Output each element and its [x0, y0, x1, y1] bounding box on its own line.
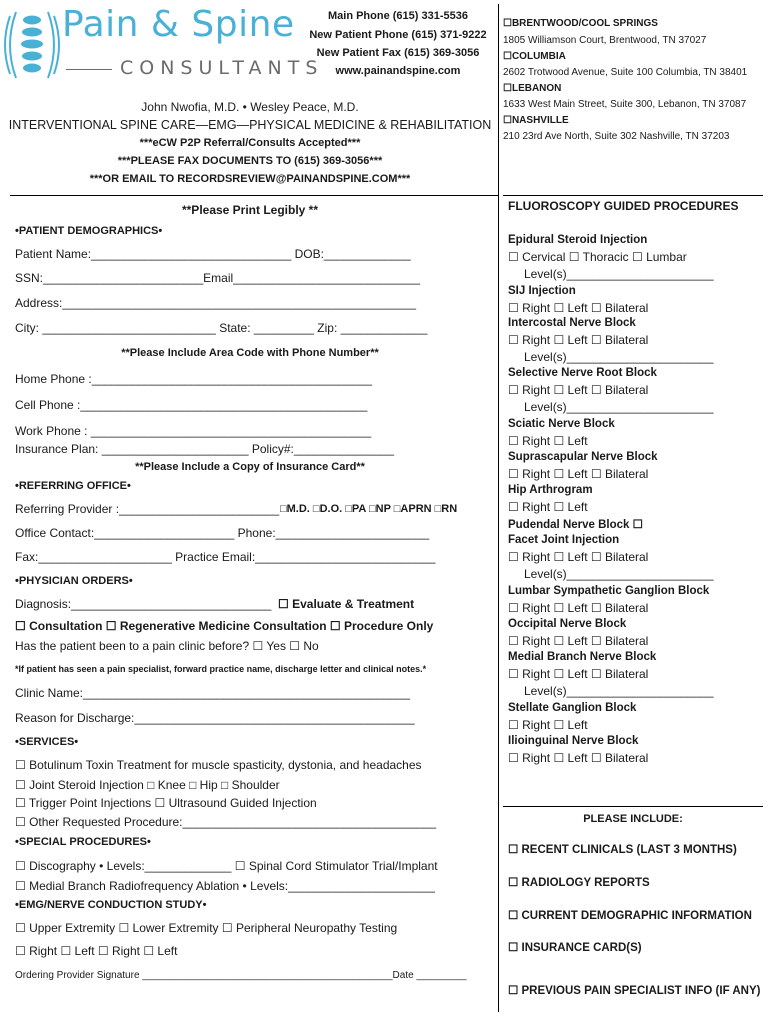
header-divider	[10, 195, 498, 196]
fax-practice-email-field[interactable]: Fax:____________________ Practice Email:___________________________	[15, 550, 436, 564]
fluoro-procedure-name: Pudendal Nerve Block ☐	[508, 519, 643, 531]
discography-scs-checkbox[interactable]: ☐ Discography • Levels:_____________ ☐ Spinal Cord Stimulator Trial/Implant	[15, 859, 438, 873]
fluoro-side-checkboxes[interactable]: ☐ Right ☐ Left	[508, 718, 588, 732]
fluoro-procedure-name: Hip Arthrogram	[508, 484, 593, 496]
fluoro-procedure-name: Facet Joint Injection	[508, 534, 620, 546]
fluoro-side-checkboxes[interactable]: ☐ Right ☐ Left ☐ Bilateral	[508, 601, 649, 615]
fluoro-procedure-name: Selective Nerve Root Block	[508, 367, 657, 379]
fluoro-side-checkboxes[interactable]: ☐ Right ☐ Left ☐ Bilateral	[508, 751, 649, 765]
evaluate-treatment-checkbox[interactable]: ☐ Evaluate & Treatment	[278, 597, 415, 611]
notice-ecw: ***eCW P2P Referral/Consults Accepted***	[139, 137, 361, 149]
fluoro-side-checkboxes[interactable]: ☐ Right ☐ Left	[508, 500, 588, 514]
specialties-line: INTERVENTIONAL SPINE CARE—EMG—PHYSICAL MEDICINE & REHABILITATION	[8, 118, 492, 132]
insurance-policy-field[interactable]: Insurance Plan: ______________________ Policy#:_______________	[15, 442, 395, 456]
home-phone-field[interactable]: Home Phone :__________________________________________	[15, 372, 373, 386]
cell-phone-field[interactable]: Cell Phone :___________________________________________	[15, 398, 368, 412]
include-item-checkbox[interactable]: ☐ RADIOLOGY REPORTS	[508, 877, 650, 889]
other-procedure-field[interactable]: ☐ Other Requested Procedure:______________________________________	[15, 815, 437, 829]
location-brentwood-address: 1805 Williamson Court, Brentwood, TN 37027	[503, 35, 707, 46]
include-item-checkbox[interactable]: ☐ PREVIOUS PAIN SPECIALIST INFO (IF ANY)	[508, 985, 761, 997]
fluoro-levels-field[interactable]: Level(s)______________________	[524, 567, 714, 581]
fluoro-side-checkboxes[interactable]: ☐ Right ☐ Left ☐ Bilateral	[508, 333, 649, 347]
insurance-card-note: **Please Include a Copy of Insurance Card**	[135, 461, 365, 473]
fluoro-side-checkboxes[interactable]: ☐ Right ☐ Left ☐ Bilateral	[508, 634, 649, 648]
patient-name-dob-field[interactable]: Patient Name:______________________________ DOB:_____________	[15, 247, 411, 261]
notice-fax: ***PLEASE FAX DOCUMENTS TO (615) 369-3056***	[117, 155, 383, 167]
main-phone: Main Phone (615) 331-5536	[327, 10, 468, 22]
provider-type-checkboxes[interactable]: □M.D. □D.O. □PA □NP □APRN □RN	[280, 503, 458, 515]
website-link[interactable]: www.painandspine.com	[335, 65, 461, 77]
include-item-checkbox[interactable]: ☐ INSURANCE CARD(S)	[508, 942, 642, 954]
new-patient-phone: New Patient Phone (615) 371-9222	[309, 29, 487, 41]
fluoro-procedure-name: SIJ Injection	[508, 285, 576, 297]
new-patient-fax: New Patient Fax (615) 369-3056	[316, 47, 480, 59]
address-field[interactable]: Address:_____________________________________________________	[15, 296, 417, 310]
fluoro-procedure-name: Stellate Ganglion Block	[508, 702, 637, 714]
fluoro-levels-field[interactable]: Level(s)______________________	[524, 684, 714, 698]
diagnosis-field[interactable]: Diagnosis:______________________________	[15, 597, 272, 611]
location-lebanon-address: 1633 West Main Street, Suite 300, Lebanon, TN 37087	[503, 99, 747, 110]
botox-checkbox[interactable]: ☐ Botulinum Toxin Treatment for muscle spasticity, dystonia, and headaches	[15, 758, 422, 772]
include-item-checkbox[interactable]: ☐ CURRENT DEMOGRAPHIC INFORMATION	[508, 910, 752, 922]
fluoro-procedure-name: Intercostal Nerve Block	[508, 317, 636, 329]
logo-text: Pain & Spine	[62, 4, 295, 45]
physician-orders-heading: •PHYSICIAN ORDERS•	[15, 575, 133, 587]
fluoro-side-checkboxes[interactable]: ☐ Right ☐ Left	[508, 434, 588, 448]
location-columbia-checkbox[interactable]: ☐COLUMBIA	[503, 51, 566, 62]
referring-office-heading: •REFERRING OFFICE•	[15, 480, 131, 492]
office-contact-phone-field[interactable]: Office Contact:_____________________ Phone:_______________________	[15, 526, 430, 540]
location-columbia-address: 2602 Trotwood Avenue, Suite 100 Columbia, TN 38401	[503, 67, 748, 78]
emg-study-heading: •EMG/NERVE CONDUCTION STUDY•	[15, 899, 207, 911]
fluoro-levels-field[interactable]: Level(s)______________________	[524, 267, 714, 281]
fluoro-side-checkboxes[interactable]: ☐ Right ☐ Left ☐ Bilateral	[508, 301, 649, 315]
consultation-options[interactable]: ☐ Consultation ☐ Regenerative Medicine Consultation ☐ Procedure Only	[15, 619, 434, 633]
services-heading: •SERVICES•	[15, 736, 79, 748]
print-legibly-note: **Please Print Legibly **	[181, 203, 319, 217]
spine-logo-icon	[2, 4, 62, 86]
pain-specialist-note: *If patient has seen a pain specialist, forward practice name, discharge letter and clinical notes.*	[15, 664, 427, 674]
city-state-zip-field[interactable]: City: __________________________ State: _________ Zip: _____________	[15, 321, 428, 335]
fluoro-levels-field[interactable]: Level(s)______________________	[524, 350, 714, 364]
special-procedures-heading: •SPECIAL PROCEDURES•	[15, 836, 151, 848]
please-include-title: PLEASE INCLUDE:	[583, 813, 683, 825]
logo-rule	[66, 69, 112, 70]
ssn-email-field[interactable]: SSN:________________________Email____________________________	[15, 271, 421, 285]
referring-provider-field[interactable]: Referring Provider :________________________	[15, 502, 280, 516]
fluoro-side-checkboxes[interactable]: ☐ Right ☐ Left ☐ Bilateral	[508, 667, 649, 681]
emg-extremity-checkboxes[interactable]: ☐ Upper Extremity ☐ Lower Extremity ☐ Peripheral Neuropathy Testing	[15, 921, 398, 935]
location-nashville-checkbox[interactable]: ☐NASHVILLE	[503, 115, 569, 126]
fluoro-procedure-name: Lumbar Sympathetic Ganglion Block	[508, 585, 710, 597]
signature-date-field[interactable]: Ordering Provider Signature _____________________________________________Date _________	[15, 970, 467, 981]
fluoro-divider	[503, 195, 763, 196]
fluoro-levels-field[interactable]: Level(s)______________________	[524, 400, 714, 414]
fluoro-side-checkboxes[interactable]: ☐ Right ☐ Left ☐ Bilateral	[508, 383, 649, 397]
patient-demographics-heading: •PATIENT DEMOGRAPHICS•	[15, 225, 163, 237]
trigger-point-checkbox[interactable]: ☐ Trigger Point Injections ☐ Ultrasound Guided Injection	[15, 796, 317, 810]
fluoro-procedure-name: Ilioinguinal Nerve Block	[508, 735, 639, 747]
fluoro-procedure-name: Medial Branch Nerve Block	[508, 651, 657, 663]
notice-email: ***OR EMAIL TO RECORDSREVIEW@PAINANDSPINE.COM***	[89, 173, 411, 185]
fluoro-side-checkboxes[interactable]: ☐ Right ☐ Left ☐ Bilateral	[508, 550, 649, 564]
area-code-note: **Please Include Area Code with Phone Number**	[121, 347, 379, 359]
work-phone-field[interactable]: Work Phone : __________________________________________	[15, 424, 372, 438]
prior-pain-clinic-question[interactable]: Has the patient been to a pain clinic before? ☐ Yes ☐ No	[15, 639, 319, 653]
joint-steroid-checkbox[interactable]: ☐ Joint Steroid Injection □ Knee □ Hip □ Shoulder	[15, 778, 280, 792]
location-lebanon-checkbox[interactable]: ☐LEBANON	[503, 83, 562, 94]
reason-discharge-field[interactable]: Reason for Discharge:__________________________________________	[15, 711, 415, 725]
location-brentwood-checkbox[interactable]: ☐BRENTWOOD/COOL SPRINGS	[503, 18, 658, 29]
clinic-name-field[interactable]: Clinic Name:_________________________________________________	[15, 686, 411, 700]
fluoro-procedure-name: Suprascapular Nerve Block	[508, 451, 658, 463]
location-nashville-address: 210 23rd Ave North, Suite 302 Nashville, TN 37203	[503, 131, 730, 142]
column-divider	[498, 4, 499, 1012]
fluoro-procedure-name: Occipital Nerve Block	[508, 618, 627, 630]
fluoro-procedure-name: Sciatic Nerve Block	[508, 418, 615, 430]
include-item-checkbox[interactable]: ☐ RECENT CLINICALS (LAST 3 MONTHS)	[508, 844, 737, 856]
fluoro-side-checkboxes[interactable]: ☐ Right ☐ Left ☐ Bilateral	[508, 467, 649, 481]
include-divider	[503, 806, 763, 807]
doctors-line: John Nwofia, M.D. • Wesley Peace, M.D.	[141, 100, 359, 114]
emg-side-checkboxes[interactable]: ☐ Right ☐ Left ☐ Right ☐ Left	[15, 944, 178, 958]
fluoro-title: FLUOROSCOPY GUIDED PROCEDURES	[508, 199, 739, 213]
fluoro-side-checkboxes[interactable]: ☐ Cervical ☐ Thoracic ☐ Lumbar	[508, 250, 687, 264]
logo-subtext: CONSULTANTS	[120, 57, 324, 79]
fluoro-procedure-name: Epidural Steroid Injection	[508, 234, 648, 246]
rfa-checkbox[interactable]: ☐ Medial Branch Radiofrequency Ablation • Levels:______________________	[15, 879, 435, 893]
